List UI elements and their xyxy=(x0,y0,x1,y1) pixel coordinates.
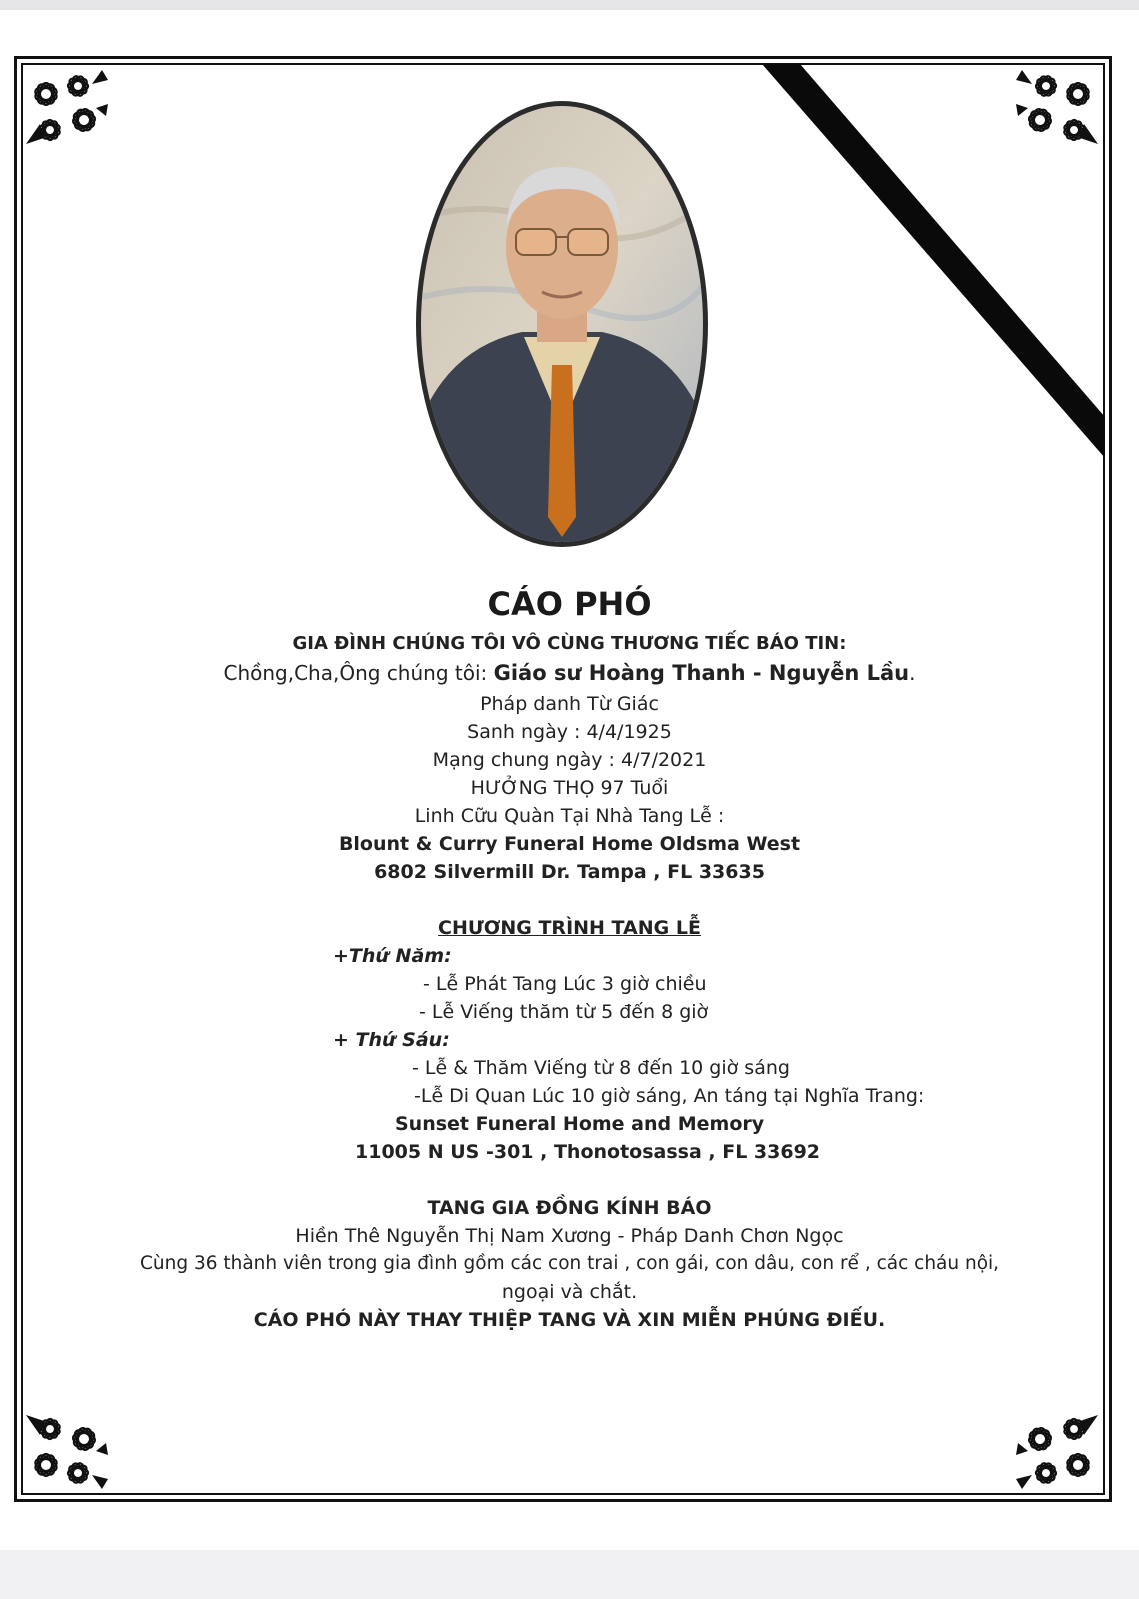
family-line: ngoại và chắt. xyxy=(501,1281,638,1303)
viewing-place: Blount & Curry Funeral Home Oldsma West xyxy=(338,833,801,855)
spouse-line: Hiền Thê Nguyễn Thị Nam Xương - Pháp Danh Chơn Ngọc xyxy=(295,1225,844,1247)
friday-item: - Lễ & Thăm Viếng từ 8 đến 10 giờ sáng xyxy=(412,1057,790,1079)
plumeria-flower-icon xyxy=(22,1403,114,1495)
burial-address: 11005 N US -301 , Thonotosassa , FL 33692 xyxy=(355,1141,821,1163)
program-heading: CHƯƠNG TRÌNH TANG LỄ xyxy=(438,917,701,939)
name-suffix: . xyxy=(909,661,916,685)
friday-label: + Thứ Sáu: xyxy=(333,1029,450,1051)
obituary-title: CÁO PHÓ xyxy=(487,585,652,623)
viewing-address: 6802 Silvermill Dr. Tampa , FL 33635 xyxy=(374,861,765,883)
top-strip xyxy=(0,0,1139,10)
friday-item: -Lễ Di Quan Lúc 10 giờ sáng, An táng tại Nghĩa Trang: xyxy=(414,1085,925,1107)
deceased-name: Giáo sư Hoàng Thanh - Nguyễn Lầu xyxy=(493,661,910,685)
thursday-label: +Thứ Năm: xyxy=(333,945,452,967)
burial-place: Sunset Funeral Home and Memory xyxy=(395,1113,765,1135)
thursday-item: - Lễ Viếng thăm từ 5 đến 8 giờ xyxy=(419,1001,709,1023)
plumeria-flower-icon xyxy=(1010,1403,1102,1495)
age-line: HƯỞNG THỌ 97 Tuổi xyxy=(470,777,669,799)
viewing-intro: Linh Cữu Quàn Tại Nhà Tang Lễ : xyxy=(414,805,725,827)
relation-prefix: Chồng,Cha,Ông chúng tôi: xyxy=(223,661,494,685)
announcement-line: GIA ĐÌNH CHÚNG TÔI VÔ CÙNG THƯƠNG TIẾC BÁO TIN: xyxy=(292,633,847,654)
family-line: Cùng 36 thành viên trong gia đình gồm các con trai , con gái, con dâu, con rể , các cháu nội, xyxy=(139,1253,1000,1274)
birth-date: Sanh ngày : 4/4/1925 xyxy=(467,721,672,743)
thursday-item: - Lễ Phát Tang Lúc 3 giờ chiều xyxy=(423,973,707,995)
plumeria-flower-icon xyxy=(1010,64,1102,156)
final-note: CÁO PHÓ NÀY THAY THIỆP TANG VÀ XIN MIỄN PHÚNG ĐIẾU. xyxy=(253,1309,886,1331)
deceased-line xyxy=(0,661,1139,685)
death-date: Mạng chung ngày : 4/7/2021 xyxy=(432,749,707,771)
dharma-name: Pháp danh Từ Giác xyxy=(480,693,659,715)
portrait-photo xyxy=(412,97,712,551)
closing-heading: TANG GIA ĐỒNG KÍNH BÁO xyxy=(427,1197,712,1219)
plumeria-flower-icon xyxy=(22,64,114,156)
